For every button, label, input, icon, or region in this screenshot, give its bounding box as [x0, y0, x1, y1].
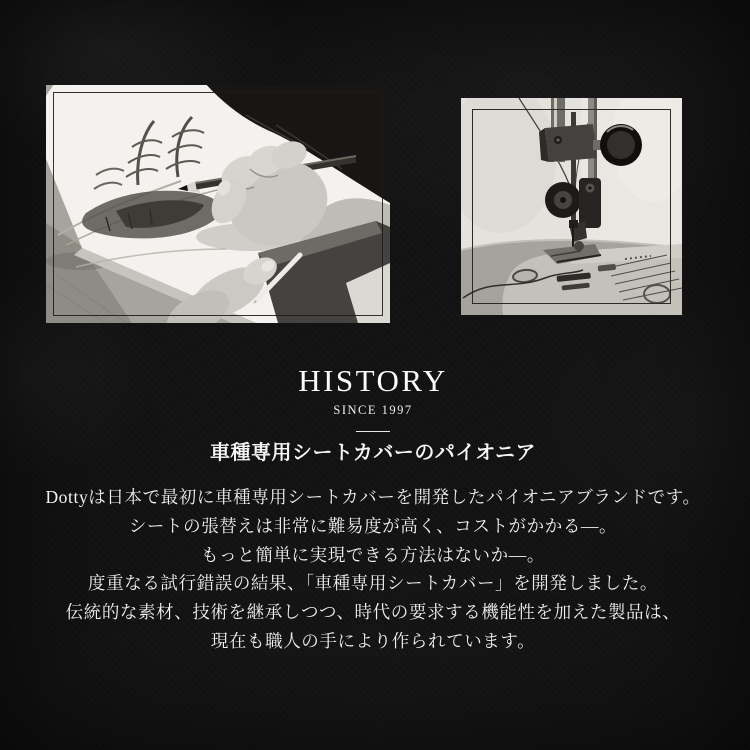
body-line: シートの張替えは非常に難易度が高く、コストがかかる―。: [128, 515, 618, 536]
divider-line: [356, 431, 390, 432]
sewing-machine-photo: [461, 98, 682, 315]
section-title: HISTORY: [298, 363, 448, 398]
body-line: Dottyは日本で最初に車種専用シートカバーを開発したパイオニアブランドです。: [45, 487, 701, 507]
section-subtitle: SINCE 1997: [333, 403, 413, 417]
body-line: 度重なる試行錯誤の結果、「車種専用シートカバー」を開発しました。: [88, 573, 658, 594]
sketching-photo-illustration: [46, 85, 390, 323]
history-body: [0, 483, 748, 656]
body-line: 伝統的な素材、技術を継承しつつ、時代の要求する機能性を加えた製品は、: [65, 602, 681, 623]
body-line: 現在も職人の手により作られています。: [210, 630, 536, 651]
body-line: もっと簡単に実現できる方法はないか―。: [201, 544, 545, 565]
sketching-photo: [46, 85, 390, 323]
jp-heading: 車種専用シートカバーのパイオニア: [210, 442, 536, 464]
sewing-machine-illustration: [461, 98, 682, 315]
